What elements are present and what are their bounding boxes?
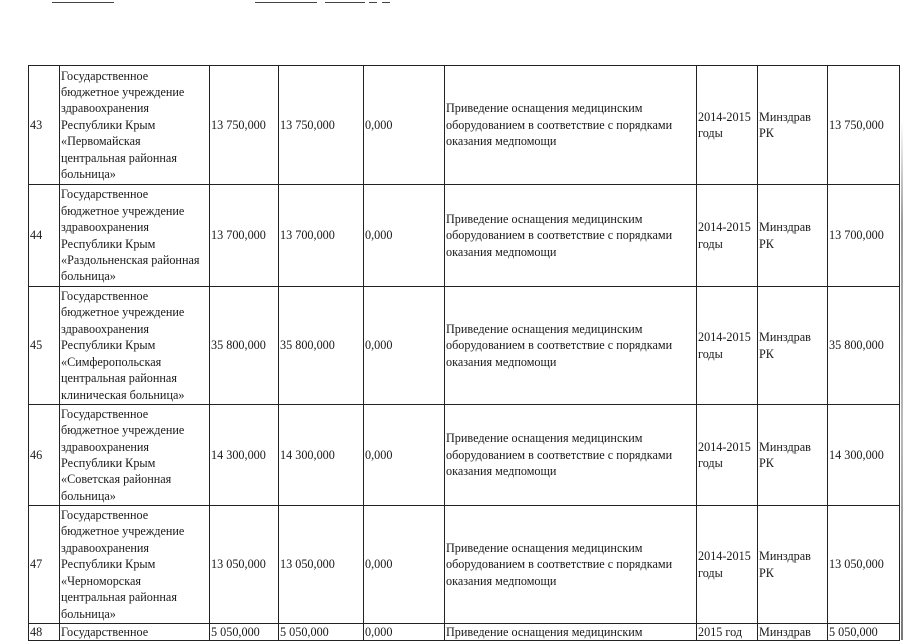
- executor: Минздрав: [758, 624, 828, 641]
- purpose-text: Приведение оснащения медицинским оборудованием в соответствие с порядками оказания медпомощи: [445, 287, 697, 405]
- period: 2014-2015 годы: [697, 185, 758, 287]
- purpose-text: Приведение оснащения медицинским оборудованием в соответствие с порядками оказания медпомощи: [445, 185, 697, 287]
- scan-mark: [52, 2, 114, 3]
- row-number: 48: [29, 624, 60, 641]
- row-number: 46: [29, 405, 60, 506]
- executor: Минздрав РК: [758, 405, 828, 506]
- other-amount: 0,000: [364, 624, 445, 641]
- institution-name: Государственное бюджетное учреждение здравоохранения Республики Крым «Симферопольская центральная районная клиническая больница»: [60, 287, 210, 405]
- executor: Минздрав РК: [758, 287, 828, 405]
- table-row: [29, 624, 900, 641]
- amount: 14 300,000: [828, 405, 900, 506]
- total-amount: 13 050,000: [210, 506, 279, 624]
- executor: Минздрав РК: [758, 185, 828, 287]
- scan-mark: [382, 2, 390, 3]
- period: 2014-2015 годы: [697, 405, 758, 506]
- purpose-text: Приведение оснащения медицинским оборудованием в соответствие с порядками оказания медпомощи: [445, 405, 697, 506]
- table-row: [29, 405, 900, 506]
- executor: Минздрав РК: [758, 506, 828, 624]
- table-row: [29, 185, 900, 287]
- amount: 13 050,000: [828, 506, 900, 624]
- amount: 13 700,000: [828, 185, 900, 287]
- period: 2015 год: [697, 624, 758, 641]
- period: 2014-2015 годы: [697, 506, 758, 624]
- institution-name: Государственное бюджетное учреждение здравоохранения Республики Крым «Советская районная больница»: [60, 405, 210, 506]
- purpose-text: Приведение оснащения медицинским оборудованием в соответствие с порядками оказания медпомощи: [445, 66, 697, 185]
- top-scan-marks: [0, 0, 905, 10]
- row-number: 43: [29, 66, 60, 185]
- institution-name: Государственное: [60, 624, 210, 641]
- scan-mark: [255, 2, 317, 3]
- executor: Минздрав РК: [758, 66, 828, 185]
- page-edge-shadow: [901, 120, 903, 640]
- total-amount: 14 300,000: [210, 405, 279, 506]
- federal-amount: 14 300,000: [279, 405, 364, 506]
- row-number: 45: [29, 287, 60, 405]
- row-number: 47: [29, 506, 60, 624]
- amount: 13 750,000: [828, 66, 900, 185]
- amount: 35 800,000: [828, 287, 900, 405]
- total-amount: 13 750,000: [210, 66, 279, 185]
- purpose-text: Приведение оснащения медицинским оборудованием в соответствие с порядками оказания медпомощи: [445, 506, 697, 624]
- purpose-text: Приведение оснащения медицинским: [445, 624, 697, 641]
- federal-amount: 13 750,000: [279, 66, 364, 185]
- institution-name: Государственное бюджетное учреждение здравоохранения Республики Крым «Черноморская центральная районная больница»: [60, 506, 210, 624]
- total-amount: 5 050,000: [210, 624, 279, 641]
- table-row: [29, 287, 900, 405]
- institution-name: Государственное бюджетное учреждение здравоохранения Республики Крым «Первомайская центральная районная больница»: [60, 66, 210, 185]
- federal-amount: 13 050,000: [279, 506, 364, 624]
- row-number: 44: [29, 185, 60, 287]
- amount: 5 050,000: [828, 624, 900, 641]
- total-amount: 35 800,000: [210, 287, 279, 405]
- other-amount: 0,000: [364, 506, 445, 624]
- table-row: [29, 66, 900, 185]
- federal-amount: 5 050,000: [279, 624, 364, 641]
- funding-table: [28, 65, 900, 641]
- other-amount: 0,000: [364, 66, 445, 185]
- institution-name: Государственное бюджетное учреждение здравоохранения Республики Крым «Раздольненская районная больница»: [60, 185, 210, 287]
- other-amount: 0,000: [364, 405, 445, 506]
- federal-amount: 35 800,000: [279, 287, 364, 405]
- federal-amount: 13 700,000: [279, 185, 364, 287]
- total-amount: 13 700,000: [210, 185, 279, 287]
- scan-mark: [369, 2, 377, 3]
- other-amount: 0,000: [364, 185, 445, 287]
- period: 2014-2015 годы: [697, 66, 758, 185]
- other-amount: 0,000: [364, 287, 445, 405]
- scan-mark: [325, 2, 365, 3]
- period: 2014-2015 годы: [697, 287, 758, 405]
- table-row: [29, 506, 900, 624]
